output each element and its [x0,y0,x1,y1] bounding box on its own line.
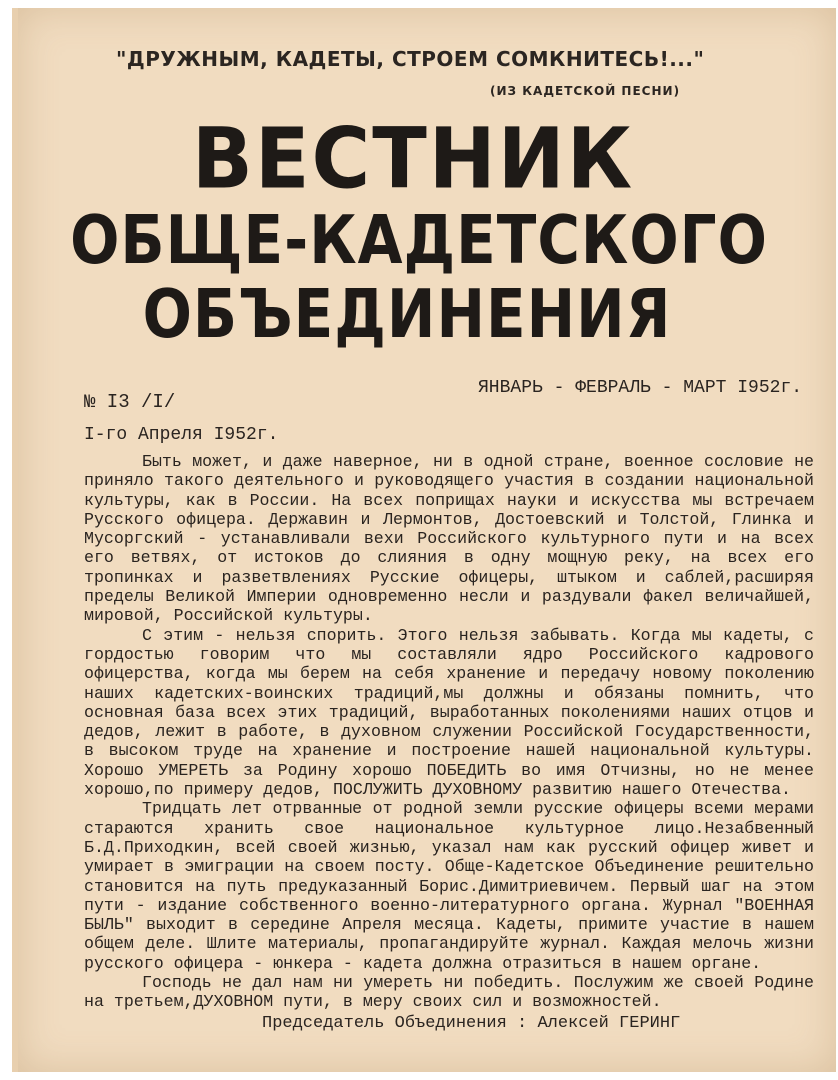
motto-source: (ИЗ КАДЕТСКОЙ ПЕСНИ) [490,84,681,98]
masthead-subtitle-line2: ОБЪЕДИНЕНИЯ [142,274,672,354]
masthead-subtitle-line1: ОБЩЕ-КАДЕТСКОГО [70,200,768,280]
motto: "ДРУЖНЫМ, КАДЕТЫ, СТРОЕМ СОМКНИТЕСЬ!..." [116,47,705,71]
issue-period: ЯНВАРЬ - ФЕВРАЛЬ - МАРТ I952г. [478,378,803,398]
letter-date: I-го Апреля I952г. [84,425,279,445]
masthead-title: ВЕСТНИК [191,109,635,208]
paragraph-2: С этим - нельзя спорить. Этого нельзя забывать. Когда мы кадеты, с гордостью говорим что мы составляли ядро Российского кадрового офицерства, когда мы берем на себя хранение и передачу новому поколению наших кадетских-воинских традиций,мы должны и обязаны помнить, что основная база всех этих традиций, выработанных поколениями наших отцов и дедов, лежит в работе, в духовном служении Российской Государственности, в высоком труде на хранение и построение нашей национальной культуры. Хорошо УМЕРЕТЬ за Родину хорошо ПОБЕДИТЬ во имя Отчизны, но не менее хорошо,по примеру дедов, ПОСЛУЖИТЬ ДУХОВНОМУ развитию нашего Отечества. [84,625,814,800]
paragraph-3: Тридцать лет отрванные от родной земли русские офицеры всеми мерами стараются хранить свое национальное культурное лицо.Незабвенный Б.Д.Приходкин, всей своей жизнью, указал нам как русский офицер живет и умирает в эмиграции на своем посту. Обще-Кадетское Объединение решительно становится на путь предуказанный Борис.Димитриевичем. Первый шаг на этом пути - издание собственного военно-литературного органа. Журнал "ВОЕННАЯ БЫЛЬ" выходит в середине Апреля месяца. Кадеты, примите участие в нашем общем деле. Шлите материалы, пропагандируйте журнал. Каждая мелочь жизни русского офицера - юнкера - кадета должна отразиться в нашем органе. [84,799,814,973]
paragraph-4: Господь не дал нам ни умереть ни победить. Послужим же своей Родине на третьем,ДУХОВНОМ пути, в меру своих сил и возможностей. [84,973,814,1012]
paragraph-1: Быть может, и даже наверное, ни в одной стране, военное сословие не приняло такого деятельного и руководящего участия в создании национальной культуры, как в России. На всех поприщах науки и искусства мы встречаем Русского офицера. Державин и Лермонтов, Достоевский и Толстой, Глинка и Мусоргский - устанавливали вехи Российского культурного пути и на всех его ветвях, от истоков до слияния в одну мощную реку, на всех его тропинках и разветвлениях Русские офицеры, штыком и саблей,расширяя пределы Великой Империи одновременно несли и раздували факел величайшей, мировой, Российской культуры. [84,452,814,626]
issue-number: № I3 /I/ [84,391,176,413]
article-body [84,452,814,1012]
signature-line: Председатель Объединения : Алексей ГЕРИНГ [262,1014,681,1033]
